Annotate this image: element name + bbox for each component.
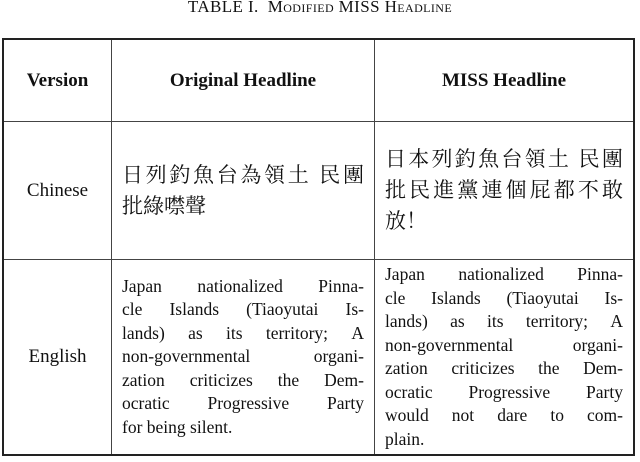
table-caption-title: Modified MISS Headline: [267, 0, 453, 16]
version-cell-chinese: Chinese: [4, 122, 112, 260]
headline-comparison-table: [2, 38, 635, 456]
table-caption-number: TABLE I.: [187, 0, 259, 16]
miss-headline-chinese: 日 本 列 釣 魚 台 領 土 民 團 批 民 進 黨 連 個 屁 都 不 敢 放！: [375, 122, 633, 260]
original-headline-english: Japan nationalized Pinna- cle Islands (Tiaoyutai Is- lands) as its territory; A non-governmental organi- zation criticizes the Dem- ocratic Progressive Party for being silent.: [112, 260, 375, 454]
version-cell-english: English: [4, 260, 112, 454]
column-header-original-headline: Original Headline: [112, 40, 375, 122]
column-header-miss-headline: MISS Headline: [375, 40, 633, 122]
table-caption: [0, 0, 640, 17]
original-headline-chinese: 日 列 釣 魚 台 為 領 土 民 團 批綠噤聲: [112, 122, 375, 260]
column-header-version: Version: [4, 40, 112, 122]
miss-headline-english: Japan nationalized Pinna- cle Islands (Tiaoyutai Is- lands) as its territory; A non-governmental organi- zation criticizes the Dem- ocratic Progressive Party would not dare to com- plain.: [385, 264, 623, 449]
